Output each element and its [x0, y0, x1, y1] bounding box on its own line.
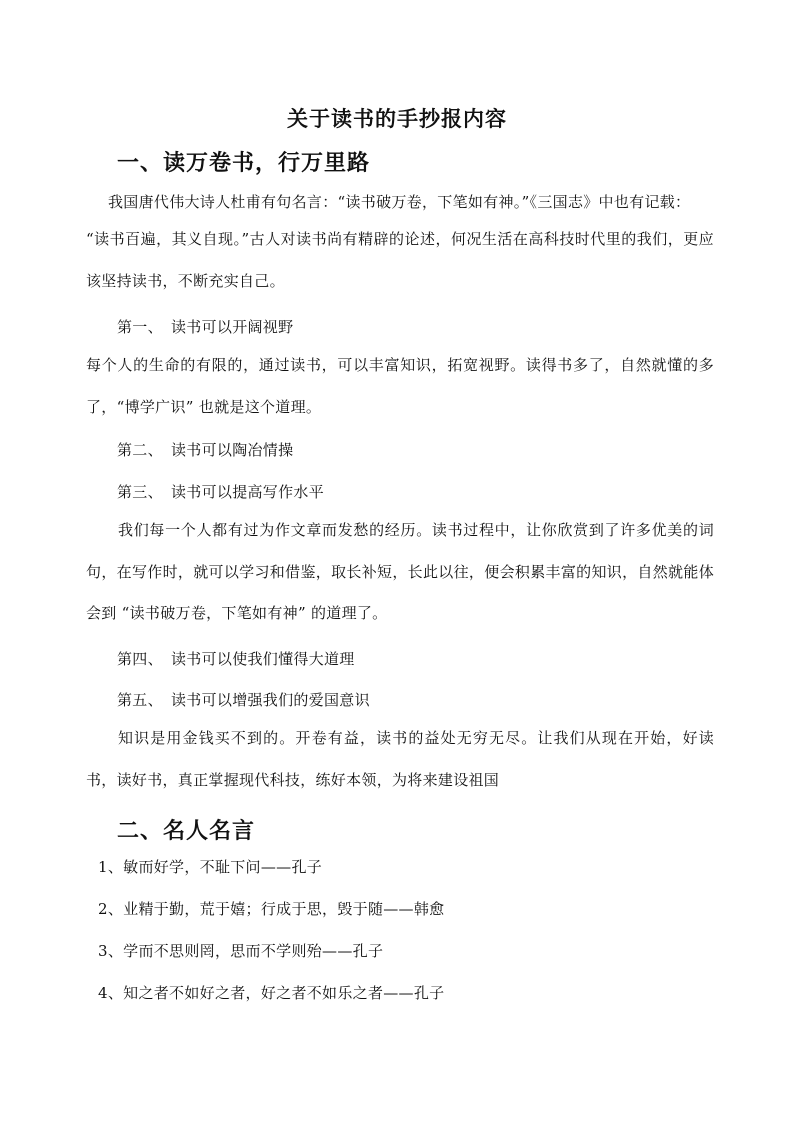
paragraph-writing: 我们每一个人都有过为作文章而发愁的经历。读书过程中，让你欣赏到了许多优美的词句，在写作时，就可以学习和借鉴，取长补短，长此以往，便会积累丰富的知识，自然就能体会到 “读书破万卷，下笔如有神” 的道理了。	[86, 521, 714, 622]
paragraph-conclusion: 知识是用金钱买不到的。开卷有益，读书的益处无穷无尽。让我们从现在开始，好读书，读好书，真正掌握现代科技，练好本领，为将来建设祖国	[86, 729, 714, 789]
quote-item: 4、知之者不如好之者，好之者不如乐之者——孔子	[98, 984, 445, 1002]
point-text: 读书可以提高写作水平	[171, 483, 325, 501]
quote-item: 3、学而不思则罔，思而不学则殆——孔子	[98, 942, 384, 960]
point-5	[117, 689, 370, 710]
point-text: 读书可以使我们懂得大道理	[171, 650, 355, 668]
section-heading-reading: 一、读万卷书，行万里路	[117, 150, 371, 176]
paragraph-broaden-horizons: 每个人的生命的有限的，通过读书，可以丰富知识，拓宽视野。读得书多了，自然就懂的多了，“博学广识” 也就是这个道理。	[86, 356, 714, 416]
point-ordinal: 第四、	[117, 650, 163, 668]
point-text: 读书可以增强我们的爱国意识	[171, 691, 370, 709]
point-text: 读书可以陶冶情操	[171, 441, 294, 459]
quote-item: 2、业精于勤，荒于嬉；行成于思，毁于随——韩愈	[98, 900, 445, 918]
point-ordinal: 第五、	[117, 691, 163, 709]
point-ordinal: 第一、	[117, 318, 163, 336]
section-heading-quotes: 二、名人名言	[117, 818, 256, 844]
intro-paragraph: “读书百遍，其义自现。”古人对读书尚有精辟的论述，何况生活在高科技时代里的我们，更应该坚持读书，不断充实自己。	[86, 230, 714, 290]
point-2	[117, 439, 293, 460]
intro-first-line: 我国唐代伟大诗人杜甫有句名言：“读书破万卷，下笔如有神。”《三国志》中也有记载：	[108, 193, 691, 211]
point-1	[117, 316, 293, 337]
quote-item: 1、敏而好学，不耻下问——孔子	[98, 858, 323, 876]
point-ordinal: 第三、	[117, 483, 163, 501]
point-ordinal: 第二、	[117, 441, 163, 459]
point-3	[117, 481, 324, 502]
document-title: 关于读书的手抄报内容	[287, 106, 507, 131]
point-text: 读书可以开阔视野	[171, 318, 294, 336]
point-4	[117, 648, 355, 669]
